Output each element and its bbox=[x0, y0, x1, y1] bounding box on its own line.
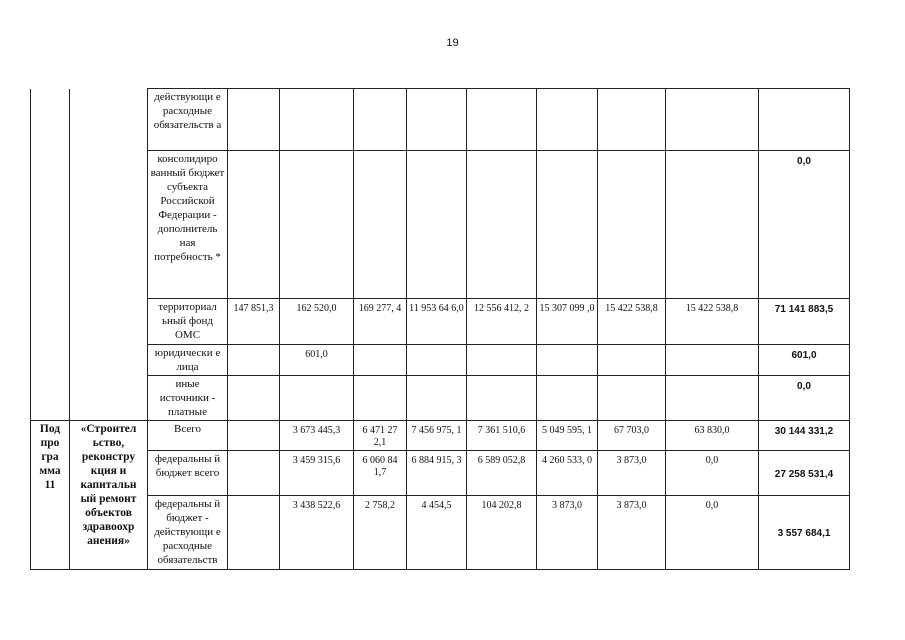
value-cell: 4 260 533, 0 bbox=[537, 451, 598, 496]
value-cell: 104 202,8 bbox=[467, 496, 537, 570]
value-cell: 5 049 595, 1 bbox=[537, 421, 598, 451]
value-cell bbox=[537, 89, 598, 151]
value-cell: 0,0 bbox=[666, 496, 759, 570]
value-cell bbox=[228, 496, 280, 570]
value-cell: 2 758,2 bbox=[354, 496, 407, 570]
value-cell bbox=[467, 345, 537, 376]
value-cell bbox=[666, 345, 759, 376]
value-cell: 169 277, 4 bbox=[354, 299, 407, 345]
value-cell bbox=[467, 151, 537, 299]
total-cell: 30 144 331,2 bbox=[759, 421, 850, 451]
total-cell: 3 557 684,1 bbox=[759, 496, 850, 570]
value-cell bbox=[354, 89, 407, 151]
value-cell: 12 556 412, 2 bbox=[467, 299, 537, 345]
total-cell bbox=[759, 89, 850, 151]
empty-cell bbox=[70, 151, 148, 299]
value-cell bbox=[228, 451, 280, 496]
value-cell bbox=[407, 151, 467, 299]
table-row bbox=[31, 299, 850, 345]
value-cell bbox=[537, 345, 598, 376]
value-cell: 6 589 052,8 bbox=[467, 451, 537, 496]
table-row bbox=[31, 421, 850, 451]
value-cell: 3 459 315,6 bbox=[280, 451, 354, 496]
empty-cell bbox=[70, 376, 148, 421]
value-cell: 4 454,5 bbox=[407, 496, 467, 570]
value-cell bbox=[598, 151, 666, 299]
value-cell bbox=[354, 345, 407, 376]
value-cell: 15 307 099 ,0 bbox=[537, 299, 598, 345]
value-cell: 6 884 915, 3 bbox=[407, 451, 467, 496]
value-cell bbox=[228, 421, 280, 451]
value-cell bbox=[537, 151, 598, 299]
table-row bbox=[31, 496, 850, 570]
row-label: юридически е лица bbox=[148, 345, 228, 376]
subprogram-code: Под про гра мма 11 bbox=[31, 421, 70, 570]
row-label: федеральны й бюджет всего bbox=[148, 451, 228, 496]
empty-cell bbox=[31, 299, 70, 345]
empty-cell bbox=[31, 376, 70, 421]
value-cell: 147 851,3 bbox=[228, 299, 280, 345]
value-cell: 15 422 538,8 bbox=[598, 299, 666, 345]
value-cell bbox=[280, 376, 354, 421]
value-cell bbox=[280, 151, 354, 299]
value-cell bbox=[407, 345, 467, 376]
value-cell: 67 703,0 bbox=[598, 421, 666, 451]
table-row bbox=[31, 376, 850, 421]
value-cell bbox=[537, 376, 598, 421]
value-cell bbox=[280, 89, 354, 151]
value-cell: 7 456 975, 1 bbox=[407, 421, 467, 451]
subprogram-name: «Строител ьство, реконстру кция и капитальн ый ремонт объектов здравоохр анения» bbox=[70, 421, 148, 570]
empty-cell bbox=[70, 299, 148, 345]
row-label: федеральны й бюджет - действующи е расходные обязательств bbox=[148, 496, 228, 570]
value-cell bbox=[354, 151, 407, 299]
value-cell bbox=[598, 376, 666, 421]
value-cell bbox=[666, 89, 759, 151]
row-label: иные источники - платные bbox=[148, 376, 228, 421]
value-cell bbox=[228, 151, 280, 299]
value-cell bbox=[228, 345, 280, 376]
table-row bbox=[31, 451, 850, 496]
empty-cell bbox=[70, 345, 148, 376]
value-cell: 6 471 27 2,1 bbox=[354, 421, 407, 451]
total-cell: 27 258 531,4 bbox=[759, 451, 850, 496]
value-cell: 3 873,0 bbox=[598, 451, 666, 496]
value-cell bbox=[228, 376, 280, 421]
empty-cell bbox=[31, 345, 70, 376]
value-cell: 601,0 bbox=[280, 345, 354, 376]
row-label: действующи е расходные обязательств а bbox=[148, 89, 228, 151]
value-cell bbox=[354, 376, 407, 421]
row-label: консолидиро ванный бюджет субъекта Российской Федерации - дополнитель ная потребность * bbox=[148, 151, 228, 299]
value-cell: 3 438 522,6 bbox=[280, 496, 354, 570]
page-number: 19 bbox=[446, 37, 459, 49]
total-cell: 0,0 bbox=[759, 151, 850, 299]
value-cell bbox=[467, 89, 537, 151]
value-cell: 6 060 84 1,7 bbox=[354, 451, 407, 496]
value-cell: 162 520,0 bbox=[280, 299, 354, 345]
value-cell bbox=[467, 376, 537, 421]
row-label: Всего bbox=[148, 421, 228, 451]
value-cell bbox=[666, 151, 759, 299]
value-cell: 3 873,0 bbox=[537, 496, 598, 570]
value-cell bbox=[407, 376, 467, 421]
value-cell bbox=[598, 345, 666, 376]
empty-cell bbox=[31, 151, 70, 299]
table-row bbox=[31, 89, 850, 151]
empty-cell bbox=[70, 89, 148, 151]
value-cell: 63 830,0 bbox=[666, 421, 759, 451]
value-cell: 3 873,0 bbox=[598, 496, 666, 570]
value-cell: 0,0 bbox=[666, 451, 759, 496]
budget-table bbox=[30, 88, 850, 570]
value-cell: 15 422 538,8 bbox=[666, 299, 759, 345]
total-cell: 71 141 883,5 bbox=[759, 299, 850, 345]
empty-cell bbox=[31, 89, 70, 151]
value-cell bbox=[228, 89, 280, 151]
row-label: территориал ьный фонд ОМС bbox=[148, 299, 228, 345]
value-cell: 3 673 445,3 bbox=[280, 421, 354, 451]
value-cell: 7 361 510,6 bbox=[467, 421, 537, 451]
total-cell: 601,0 bbox=[759, 345, 850, 376]
value-cell: 11 953 64 6,0 bbox=[407, 299, 467, 345]
value-cell bbox=[598, 89, 666, 151]
value-cell bbox=[407, 89, 467, 151]
table-row bbox=[31, 151, 850, 299]
table-row bbox=[31, 345, 850, 376]
value-cell bbox=[666, 376, 759, 421]
total-cell: 0,0 bbox=[759, 376, 850, 421]
